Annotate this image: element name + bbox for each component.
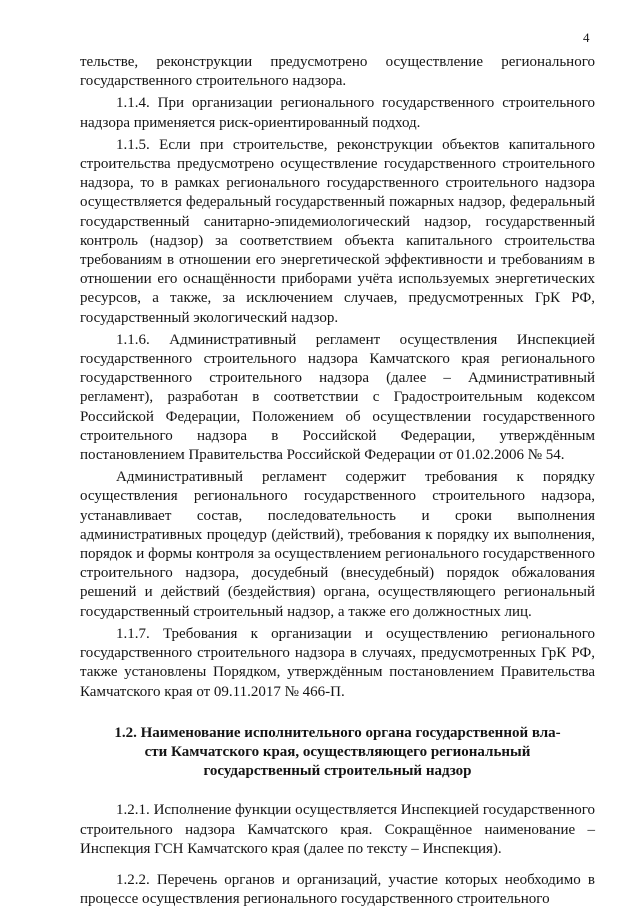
heading-line-1: 1.2. Наименование исполнительного органа государственной вла- (114, 724, 561, 741)
paragraph-1-1-6: 1.1.6. Административный регламент осуществления Инспекцией государственного строительного надзора Камчатского края регионального государственного строительного надзора (далее – Административный регламент), разработан в соответствии с Градостроительным кодексом Российской Федерации, Положением об осуществлении государственного строительного надзора в Российской Федерации, утверждённым постановлением Правительства Российской Федерации от 01.02.2006 № 54. (80, 331, 595, 464)
page-number: 4 (583, 30, 590, 45)
paragraph-1-1-7: 1.1.7. Требования к организации и осуществлению регионального государственного строительного надзора в случаях, предусмотренных ГрК РФ, также установлены Порядком, утверждённым постановлением Правительства Камчатского края от 09.11.2017 № 466-П. (80, 625, 595, 700)
paragraph-1-1-4: 1.1.4. При организации регионального государственного строительного надзора применяется риск-ориентированный подход. (80, 95, 595, 131)
paragraph-1-2-1: 1.2.1. Исполнение функции осуществляется Инспекцией государственного строительного надзора Камчатского края. Сокращённое наименование – Инспекция ГСН Камчатского края (далее по тексту – Инспекция). (80, 802, 595, 857)
paragraph-1-2-2: 1.2.2. Перечень органов и организаций, участие которых необходимо в процессе осуществления регионального государственного строительного (80, 871, 595, 908)
document-body (80, 53, 595, 909)
paragraph-regulation-content: Административный регламент содержит требования к порядку осуществления регионального государственного строительного надзора, устанавливает состав, последовательность и сроки выполнения административных процедур (действий), требования к порядку их выполнения, порядок и формы контроля за осуществлением регионального государственного строительного надзора, досудебный (внесудебный) порядок обжалования решений и действий (бездействия) органа, осуществляющего региональный государственный строительный надзор, а также его должностных лиц. (80, 469, 595, 620)
heading-line-2: сти Камчатского края, осуществляющего региональный (144, 743, 531, 760)
paragraph-1-1-5: 1.1.5. Если при строительстве, реконструкции объектов капитального строительства предусмотрено осуществление государственного строительного надзора, то в рамках регионального государственного строительного надзора осуществляется федеральный государственный пожарных надзор, федеральный государственный санитарно-эпидемиологический надзор, государственный контроль (надзор) за соответствием объекта капитального строительства требованиям в отношении его энергетической эффективности и требованиям в отношении его оснащённости приборами учёта используемых энергетических ресурсов, а также, за исключением случаев, предусмотренных ГрК РФ, государственный экологический надзор. (80, 136, 595, 326)
section-heading-1-2 (80, 724, 595, 782)
paragraph-continuation: тельстве, реконструкции предусмотрено осуществление регионального государственного строительного надзора. (80, 54, 595, 90)
heading-line-3: государственный строительный надзор (203, 763, 472, 780)
